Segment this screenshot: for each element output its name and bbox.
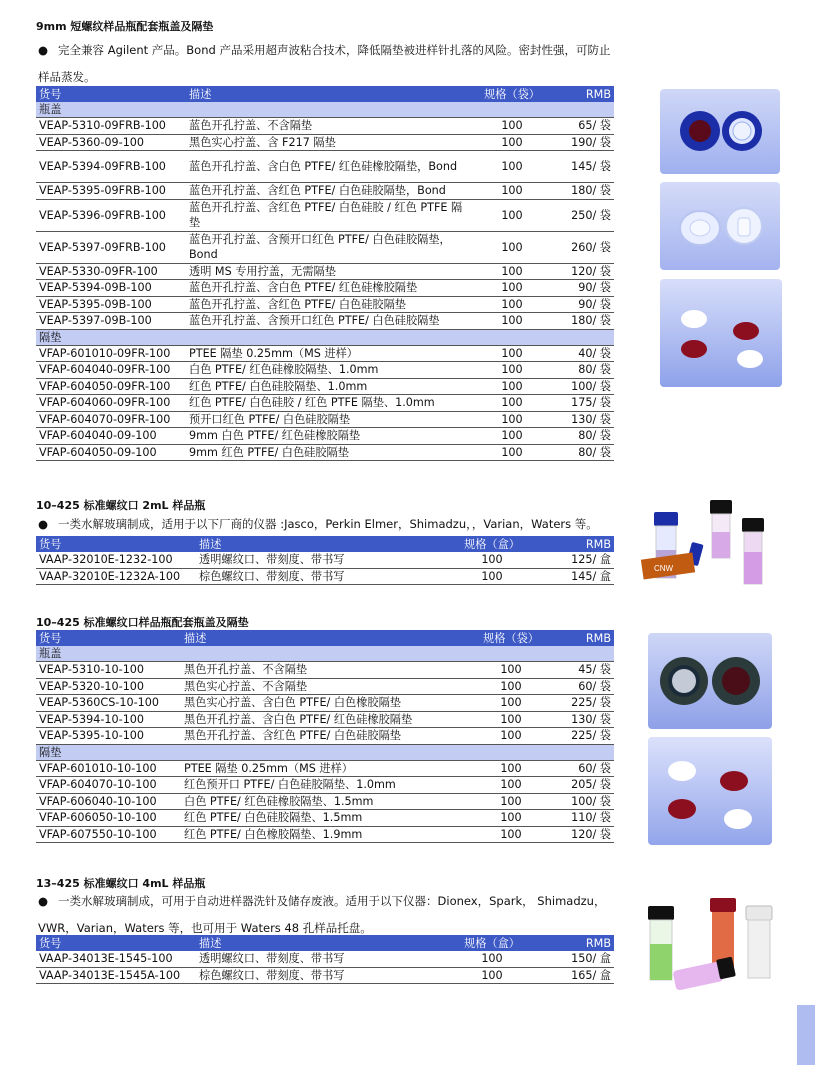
- product-price: 65/ 袋: [552, 118, 614, 135]
- product-code: VFAP-607550-10-100: [36, 826, 181, 843]
- product-code: VEAP-5395-10-100: [36, 728, 181, 745]
- product-spec: 100: [471, 728, 551, 745]
- product-code: VFAP-601010-10-100: [36, 760, 181, 777]
- product-price: 100/ 袋: [551, 793, 614, 810]
- group-header-row: [36, 102, 614, 118]
- table-row: [36, 263, 614, 280]
- product-price: 130/ 袋: [552, 411, 614, 428]
- product-spec: 100: [471, 711, 551, 728]
- table-row: [36, 231, 614, 263]
- table-row: [36, 118, 614, 135]
- section-title: 10–425 标准螺纹口 2mL 样品瓶: [36, 499, 206, 512]
- table-row: [36, 345, 614, 362]
- product-code: VFAP-604060-09FR-100: [36, 395, 186, 412]
- product-description: 透明螺纹口、带刻度、带书写: [196, 552, 434, 568]
- product-table: [36, 536, 614, 585]
- product-description: 9mm 白色 PTFE/ 红色硅橡胶隔垫: [186, 428, 472, 445]
- product-price: 165/ 盒: [550, 967, 614, 984]
- product-description: 蓝色开孔拧盖、含红色 PTFE/ 白色硅胶隔垫，Bond: [186, 183, 472, 200]
- product-spec: 100: [471, 810, 551, 827]
- group-label: 瓶盖: [36, 646, 614, 662]
- table-row: [36, 444, 614, 461]
- product-spec: 100: [472, 263, 552, 280]
- product-spec: 100: [471, 777, 551, 794]
- product-description: 红色 PTFE/ 白色橡胶隔垫、1.9mm: [181, 826, 471, 843]
- product-description: 黑色实心拧盖、不含隔垫: [181, 678, 471, 695]
- section-bullet: ● 完全兼容 Agilent 产品。Bond 产品采用超声波粘合技术，降低隔垫被进样针扎落的风险。密封性强，可防止样品蒸发。: [38, 43, 611, 84]
- product-description: 白色 PTFE/ 红色硅橡胶隔垫、1.5mm: [181, 793, 471, 810]
- product-price: 80/ 袋: [552, 444, 614, 461]
- product-spec: 100: [472, 280, 552, 297]
- product-description: 黑色开孔拧盖、含白色 PTFE/ 红色硅橡胶隔垫: [181, 711, 471, 728]
- group-header-row: [36, 646, 614, 662]
- table-row: [36, 199, 614, 231]
- product-description: 黑色实心拧盖、含白色 PTFE/ 白色橡胶隔垫: [181, 695, 471, 712]
- product-price: 260/ 袋: [552, 231, 614, 263]
- product-code: VEAP-5310-09FRB-100: [36, 118, 186, 135]
- product-description: PTEE 隔垫 0.25mm（MS 进样）: [181, 760, 471, 777]
- product-price: 145/ 袋: [552, 151, 614, 183]
- product-description: PTEE 隔垫 0.25mm（MS 进样）: [186, 345, 472, 362]
- product-spec: 100: [471, 826, 551, 843]
- product-spec: 100: [471, 760, 551, 777]
- table-row: [36, 777, 614, 794]
- product-code: VEAP-5320-10-100: [36, 678, 181, 695]
- product-price: 205/ 袋: [551, 777, 614, 794]
- black-caps-photo: [648, 633, 772, 729]
- product-description: 红色 PTFE/ 白色硅胶隔垫、1.5mm: [181, 810, 471, 827]
- product-spec: 100: [472, 183, 552, 200]
- col-header-spec: 规格（盒）: [434, 935, 550, 951]
- group-label: 隔垫: [36, 329, 614, 345]
- product-spec: 100: [434, 568, 550, 585]
- product-spec: 100: [434, 951, 550, 967]
- product-price: 180/ 袋: [552, 183, 614, 200]
- product-code: VAAP-34013E-1545A-100: [36, 967, 196, 984]
- group-header-row: [36, 329, 614, 345]
- vials-4ml-photo: [640, 894, 780, 998]
- product-description: 预开口红色 PTFE/ 白色硅胶隔垫: [186, 411, 472, 428]
- section-title: 10–425 标准螺纹口样品瓶配套瓶盖及隔垫: [36, 616, 249, 629]
- product-price: 145/ 盒: [550, 568, 614, 585]
- section-bullet: ● 一类水解玻璃制成，可用于自动进样器洗针及储存废液。适用于以下仪器：Dionex，Spark， Shimadzu，VWR，Varian，Waters 等，也可用于 Waters 48 孔样品托盘。: [38, 894, 606, 935]
- product-spec: 100: [472, 199, 552, 231]
- product-description: 黑色开孔拧盖、不含隔垫: [181, 662, 471, 679]
- table-row: [36, 826, 614, 843]
- table-header-row: [36, 935, 614, 951]
- product-code: VFAP-606040-10-100: [36, 793, 181, 810]
- product-description: 棕色螺纹口、带刻度、带书写: [196, 967, 434, 984]
- product-spec: 100: [471, 695, 551, 712]
- col-header-desc: 描述: [181, 630, 471, 646]
- clear-caps-photo: [660, 182, 780, 270]
- product-code: VEAP-5394-09FRB-100: [36, 151, 186, 183]
- septa-photo: [660, 279, 782, 387]
- col-header-desc: 描述: [196, 935, 434, 951]
- col-header-rmb: RMB: [550, 536, 614, 552]
- col-header-code: 货号: [36, 536, 196, 552]
- product-spec: 100: [472, 411, 552, 428]
- product-description: 蓝色开孔拧盖、含白色 PTFE/ 红色硅橡胶隔垫，Bond: [186, 151, 472, 183]
- product-description: 红色预开口 PTFE/ 白色硅胶隔垫、1.0mm: [181, 777, 471, 794]
- product-description: 红色 PTFE/ 白色硅胶 / 红色 PTFE 隔垫、1.0mm: [186, 395, 472, 412]
- vial-label-text: CNW: [654, 564, 674, 573]
- product-code: VFAP-604040-09FR-100: [36, 362, 186, 379]
- group-label: 瓶盖: [36, 102, 614, 118]
- col-header-code: 货号: [36, 935, 196, 951]
- table-row: [36, 711, 614, 728]
- product-price: 120/ 袋: [551, 826, 614, 843]
- table-row: [36, 552, 614, 568]
- section-title: 13–425 标准螺纹口 4mL 样品瓶: [36, 877, 206, 890]
- col-header-code: 货号: [36, 630, 181, 646]
- product-price: 150/ 盒: [550, 951, 614, 967]
- product-description: 黑色开孔拧盖、含红色 PTFE/ 白色硅胶隔垫: [181, 728, 471, 745]
- product-description: 蓝色开孔拧盖、含预开口红色 PTFE/ 白色硅胶隔垫，Bond: [186, 231, 472, 263]
- product-price: 225/ 袋: [551, 728, 614, 745]
- table-row: [36, 151, 614, 183]
- table-row: [36, 695, 614, 712]
- product-price: 100/ 袋: [552, 378, 614, 395]
- product-description: 蓝色开孔拧盖、不含隔垫: [186, 118, 472, 135]
- section-bullet: ● 一类水解玻璃制成，适用于以下厂商的仪器 :Jasco，Perkin Elmer，Shimadzu，，Varian，Waters 等。: [38, 517, 598, 531]
- col-header-spec: 规格（袋）: [472, 86, 552, 102]
- col-header-rmb: RMB: [551, 630, 614, 646]
- table-row: [36, 728, 614, 745]
- product-spec: 100: [472, 296, 552, 313]
- product-spec: 100: [471, 662, 551, 679]
- col-header-rmb: RMB: [550, 935, 614, 951]
- product-price: 125/ 盒: [550, 552, 614, 568]
- product-spec: 100: [472, 444, 552, 461]
- product-code: VEAP-5397-09B-100: [36, 313, 186, 330]
- col-header-desc: 描述: [186, 86, 472, 102]
- product-price: 180/ 袋: [552, 313, 614, 330]
- product-price: 250/ 袋: [552, 199, 614, 231]
- product-price: 175/ 袋: [552, 395, 614, 412]
- product-spec: 100: [472, 428, 552, 445]
- product-description: 蓝色开孔拧盖、含红色 PTFE/ 白色硅胶隔垫: [186, 296, 472, 313]
- product-spec: 100: [472, 231, 552, 263]
- table-row: [36, 362, 614, 379]
- product-code: VEAP-5310-10-100: [36, 662, 181, 679]
- col-header-code: 货号: [36, 86, 186, 102]
- table-row: [36, 313, 614, 330]
- product-code: VAAP-32010E-1232A-100: [36, 568, 196, 585]
- product-spec: 100: [472, 151, 552, 183]
- product-code: VEAP-5395-09B-100: [36, 296, 186, 313]
- table-row: [36, 951, 614, 967]
- table-row: [36, 662, 614, 679]
- table-row: [36, 568, 614, 585]
- product-price: 110/ 袋: [551, 810, 614, 827]
- product-description: 9mm 红色 PTFE/ 白色硅胶隔垫: [186, 444, 472, 461]
- product-spec: 100: [434, 552, 550, 568]
- product-description: 红色 PTFE/ 白色硅胶隔垫、1.0mm: [186, 378, 472, 395]
- product-spec: 100: [472, 362, 552, 379]
- product-price: 60/ 袋: [551, 760, 614, 777]
- bullet-text: 一类水解玻璃制成，适用于以下厂商的仪器 :Jasco，Perkin Elmer，Shimadzu，，Varian，Waters 等。: [58, 517, 598, 531]
- product-description: 蓝色开孔拧盖、含红色 PTFE/ 白色硅胶 / 红色 PTFE 隔垫: [186, 199, 472, 231]
- table-row: [36, 760, 614, 777]
- product-price: 80/ 袋: [552, 428, 614, 445]
- product-price: 45/ 袋: [551, 662, 614, 679]
- blue-caps-photo: [660, 89, 780, 174]
- vials-2ml-photo: [640, 492, 780, 598]
- product-spec: 100: [471, 678, 551, 695]
- page-tab: [797, 1005, 815, 1065]
- table-row: [36, 296, 614, 313]
- product-price: 60/ 袋: [551, 678, 614, 695]
- col-header-desc: 描述: [196, 536, 434, 552]
- product-price: 225/ 袋: [551, 695, 614, 712]
- product-code: VEAP-5397-09FRB-100: [36, 231, 186, 263]
- product-description: 蓝色开孔拧盖、含白色 PTFE/ 红色硅橡胶隔垫: [186, 280, 472, 297]
- product-price: 130/ 袋: [551, 711, 614, 728]
- table-row: [36, 428, 614, 445]
- product-code: VEAP-5396-09FRB-100: [36, 199, 186, 231]
- product-price: 90/ 袋: [552, 280, 614, 297]
- product-price: 40/ 袋: [552, 345, 614, 362]
- table-row: [36, 395, 614, 412]
- product-description: 白色 PTFE/ 红色硅橡胶隔垫、1.0mm: [186, 362, 472, 379]
- product-spec: 100: [472, 118, 552, 135]
- col-header-spec: 规格（盒）: [434, 536, 550, 552]
- table-row: [36, 793, 614, 810]
- group-header-row: [36, 744, 614, 760]
- table-row: [36, 411, 614, 428]
- product-code: VEAP-5394-10-100: [36, 711, 181, 728]
- product-description: 蓝色开孔拧盖、含预开口红色 PTFE/ 白色硅胶隔垫: [186, 313, 472, 330]
- product-description: 棕色螺纹口、带刻度、带书写: [196, 568, 434, 585]
- section-title: 9mm 短螺纹样品瓶配套瓶盖及隔垫: [36, 20, 214, 33]
- product-code: VEAP-5330-09FR-100: [36, 263, 186, 280]
- product-spec: 100: [434, 967, 550, 984]
- product-code: VFAP-604050-09FR-100: [36, 378, 186, 395]
- product-code: VEAP-5395-09FRB-100: [36, 183, 186, 200]
- product-spec: 100: [472, 395, 552, 412]
- bullet-text: 一类水解玻璃制成，可用于自动进样器洗针及储存废液。适用于以下仪器：Dionex，Spark， Shimadzu，VWR，Varian，Waters 等，也可用于 Waters 48 孔样品托盘。: [38, 894, 606, 935]
- product-table: [36, 86, 614, 461]
- product-spec: 100: [472, 345, 552, 362]
- product-price: 120/ 袋: [552, 263, 614, 280]
- product-description: 透明 MS 专用拧盖，无需隔垫: [186, 263, 472, 280]
- product-code: VEAP-5394-09B-100: [36, 280, 186, 297]
- product-price: 190/ 袋: [552, 134, 614, 151]
- table-row: [36, 810, 614, 827]
- product-code: VFAP-601010-09FR-100: [36, 345, 186, 362]
- product-code: VFAP-604070-10-100: [36, 777, 181, 794]
- product-code: VEAP-5360-09-100: [36, 134, 186, 151]
- col-header-spec: 规格（袋）: [471, 630, 551, 646]
- product-code: VAAP-34013E-1545-100: [36, 951, 196, 967]
- product-spec: 100: [472, 313, 552, 330]
- product-code: VFAP-606050-10-100: [36, 810, 181, 827]
- septa-10-photo: [648, 737, 772, 845]
- product-table: [36, 935, 614, 984]
- product-code: VEAP-5360CS-10-100: [36, 695, 181, 712]
- product-spec: 100: [472, 378, 552, 395]
- bullet-text: 完全兼容 Agilent 产品。Bond 产品采用超声波粘合技术，降低隔垫被进样针扎落的风险。密封性强，可防止样品蒸发。: [38, 43, 611, 84]
- table-row: [36, 378, 614, 395]
- col-header-rmb: RMB: [552, 86, 614, 102]
- product-spec: 100: [471, 793, 551, 810]
- product-code: VFAP-604070-09FR-100: [36, 411, 186, 428]
- product-code: VFAP-604040-09-100: [36, 428, 186, 445]
- group-label: 隔垫: [36, 744, 614, 760]
- product-price: 80/ 袋: [552, 362, 614, 379]
- table-row: [36, 967, 614, 984]
- table-row: [36, 183, 614, 200]
- table-header-row: [36, 86, 614, 102]
- table-header-row: [36, 536, 614, 552]
- table-row: [36, 134, 614, 151]
- product-spec: 100: [472, 134, 552, 151]
- product-description: 黑色实心拧盖、含 F217 隔垫: [186, 134, 472, 151]
- product-table: [36, 630, 614, 843]
- product-code: VFAP-604050-09-100: [36, 444, 186, 461]
- product-price: 90/ 袋: [552, 296, 614, 313]
- table-row: [36, 280, 614, 297]
- table-header-row: [36, 630, 614, 646]
- product-code: VAAP-32010E-1232-100: [36, 552, 196, 568]
- table-row: [36, 678, 614, 695]
- product-description: 透明螺纹口、带刻度、带书写: [196, 951, 434, 967]
